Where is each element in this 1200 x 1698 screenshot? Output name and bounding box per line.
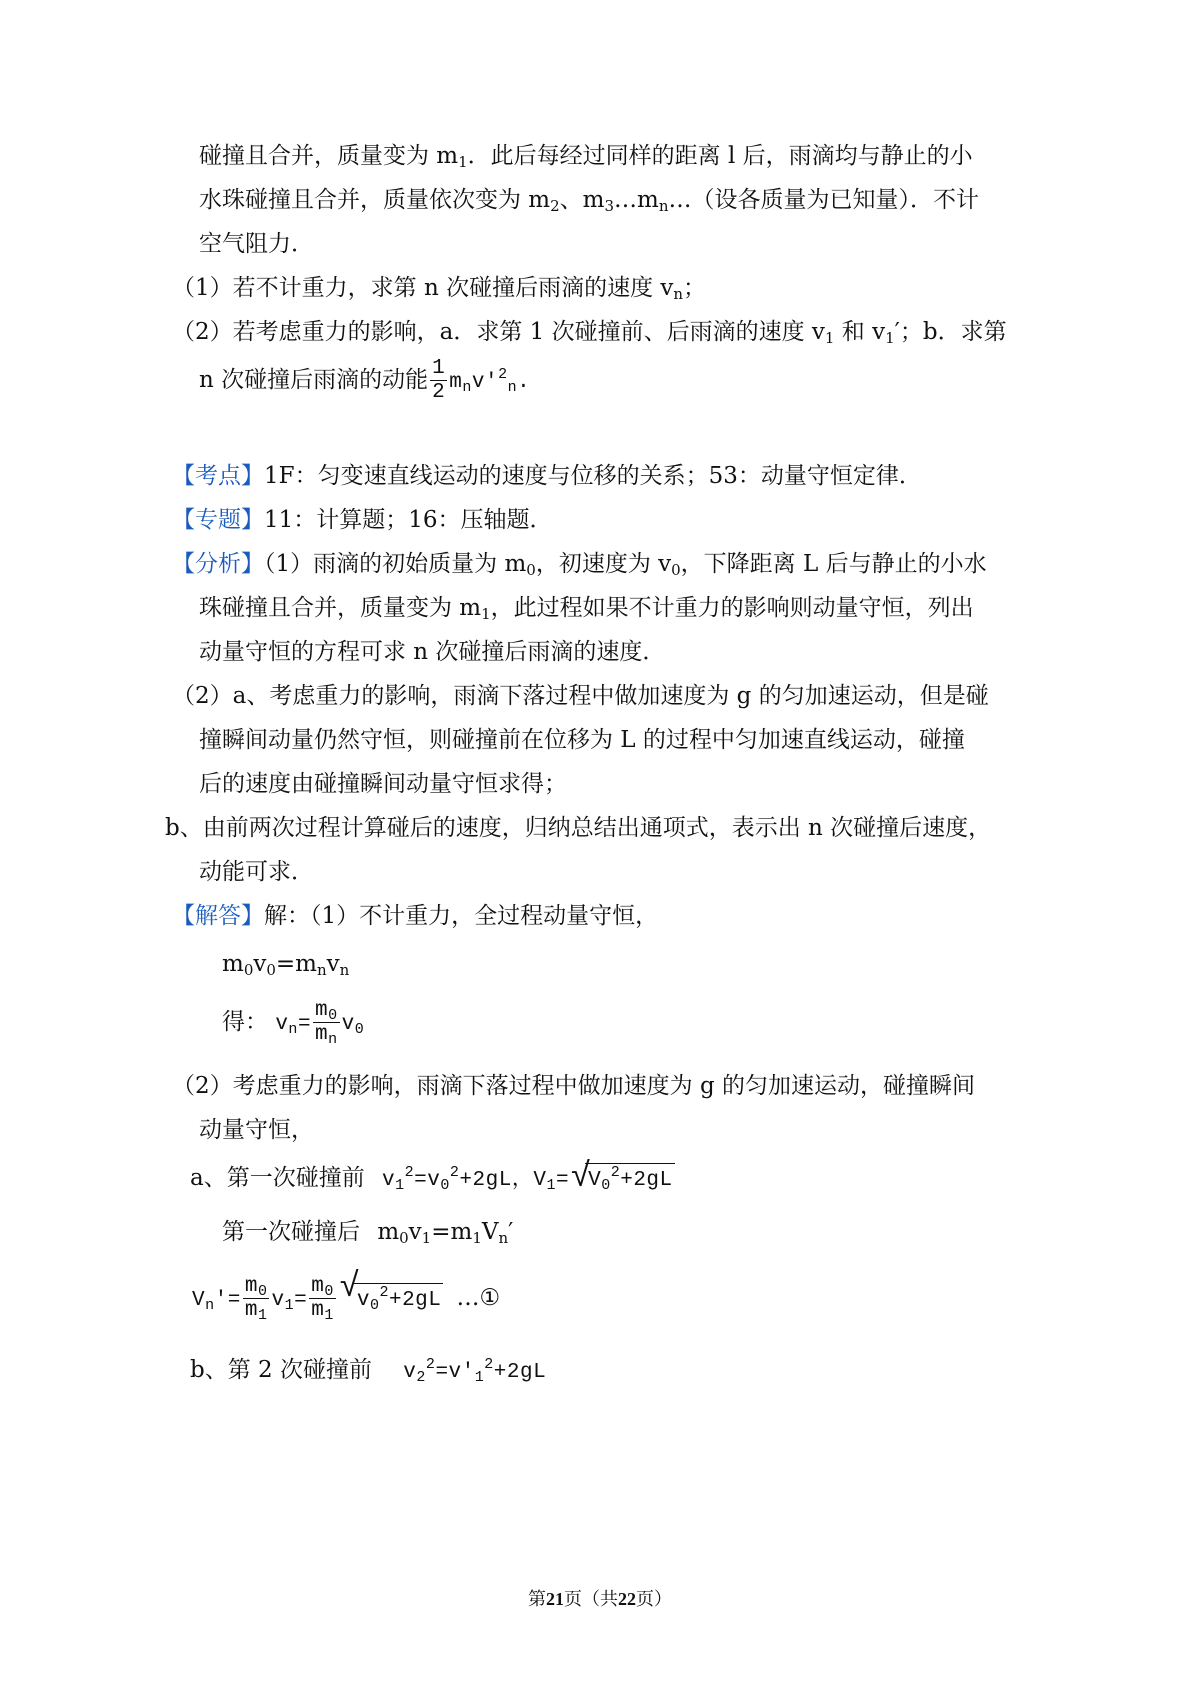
problem-line-2: 水珠碰撞且合并，质量依次变为 $m_2$、$m_3\dots m_n\dots$（设各质量为已知量）．不计	[199, 187, 980, 215]
fenxi-line-5: 撞瞬间动量仍然守恒，则碰撞前在位移为 L 的过程中匀加速直线运动，碰撞	[199, 727, 965, 753]
v1-formula: $v_1^2=v_0^2+2gL$，$V_1=$ √ $V_0^2+2gL$	[382, 1155, 673, 1195]
question-2-cont: n 次碰撞后雨滴的动能 $\frac{1}{2}$ $m_nv'^2_n$.	[199, 356, 531, 404]
part-2-line-1: （2）考虑重力的影响，雨滴下落过程中做加速度为 g 的匀加速运动，碰撞瞬间	[172, 1073, 975, 1099]
kinetic-energy-formula: $\frac{1}{2}$ $m_nv'^2_n$.	[432, 356, 531, 404]
page-number: 21	[546, 1589, 564, 1609]
fenxi-line-7: b、由前两次过程计算碰后的速度，归纳总结出通项式，表示出 n 次碰撞后速度，	[165, 815, 992, 841]
zhuanti-section: 【专题】11：计算题；16：压轴题．	[172, 507, 553, 533]
vn-result: 得： $v_n=$ $\frac{m_0}{m_n}$ $v_0$	[222, 998, 365, 1048]
problem-line-3: 空气阻力．	[199, 231, 314, 257]
zhuanti-tag: 【专题】	[172, 507, 264, 533]
momentum-equation: $m_0v_0=m_nv_n$	[222, 951, 350, 979]
total-pages: 22	[618, 1589, 636, 1609]
kaodian-section: 【考点】1F：匀变速直线运动的速度与位移的关系；53：动量守恒定律．	[172, 463, 922, 489]
fenxi-line-4: （2）a、考虑重力的影响，雨滴下落过程中做加速度为 g 的匀加速运动，但是碰	[172, 683, 989, 709]
fenxi-tag: 【分析】	[172, 551, 264, 577]
fenxi-line-8: 动能可求．	[199, 859, 314, 885]
question-1: （1）若不计重力，求第 n 次碰撞后雨滴的速度 $v_n$；	[172, 275, 707, 303]
fenxi-line-1: 【分析】（1）雨滴的初始质量为 $m_0$，初速度为 $v_0$，下降距离 L 后与静止的小水	[172, 551, 987, 579]
second-collision-before: b、第 2 次碰撞前 $v_2^2=v'_1^2+2gL$	[190, 1356, 547, 1386]
jieda-tag: 【解答】	[172, 903, 264, 929]
fenxi-line-6: 后的速度由碰撞瞬间动量守恒求得；	[199, 771, 567, 797]
vn-prime-equation: $V_n'=$ $\frac{m_0}{m_1}$ $v_1=$ $\frac{m_0}{m_1}$ √ $v_0^2+2gL$ …①	[192, 1265, 501, 1324]
jieda-section: 【解答】解：（1）不计重力，全过程动量守恒，	[172, 903, 659, 929]
first-collision-before: a、第一次碰撞前 $v_1^2=v_0^2+2gL$，$V_1=$ √ $V_0^2+2gL$	[190, 1155, 673, 1195]
fenxi-line-2: 珠碰撞且合并，质量变为 $m_1$，此过程如果不计重力的影响则动量守恒，列出	[199, 595, 974, 623]
first-collision-after: 第一次碰撞后 $m_0v_1=m_1V_n'$	[222, 1219, 514, 1247]
page-footer: 第21页（共22页）	[528, 1589, 672, 1610]
part-2-line-2: 动量守恒，	[199, 1117, 314, 1143]
vn-formula: $v_n=$ $\frac{m_0}{m_n}$ $v_0$	[275, 998, 365, 1048]
fenxi-line-3: 动量守恒的方程可求 n 次碰撞后雨滴的速度．	[199, 639, 666, 665]
v2-formula: $v_2^2=v'_1^2+2gL$	[403, 1356, 547, 1386]
question-2: （2）若考虑重力的影响，a．求第 1 次碰撞前、后雨滴的速度 $v_1$ 和 $v_1'$；b．求第	[172, 319, 1007, 347]
kaodian-tag: 【考点】	[172, 463, 264, 489]
problem-line-1: 碰撞且合并，质量变为 $m_1$．此后每经过同样的距离 l 后，雨滴均与静止的小	[199, 143, 973, 171]
